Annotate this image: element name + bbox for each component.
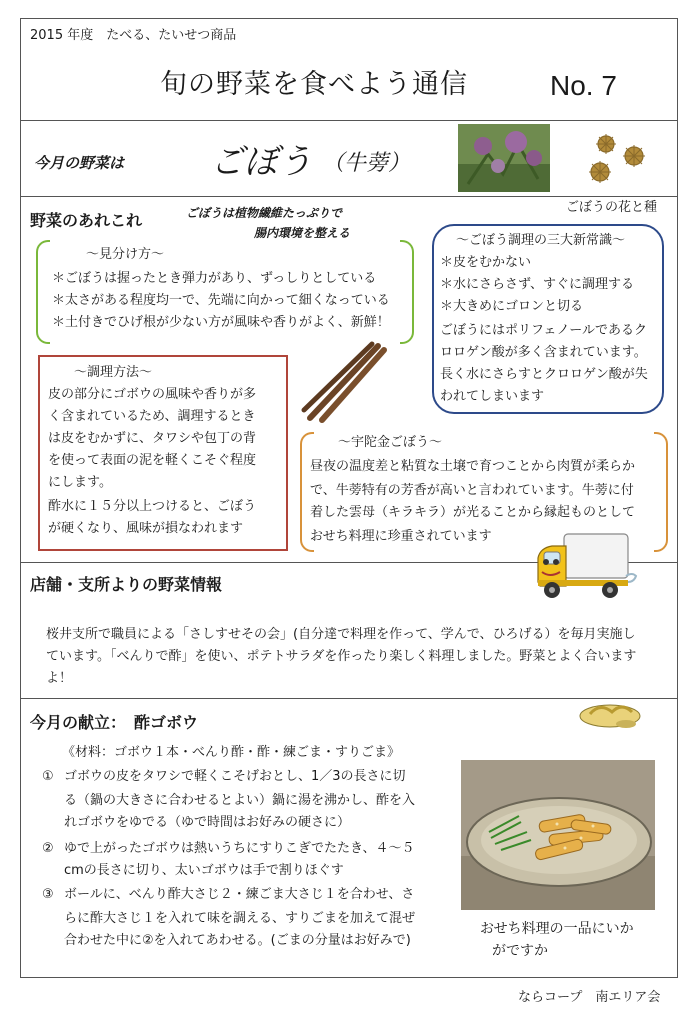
store-info-line: ています。「べんりで酢」を使い、ポテトサラダを作ったり楽しく料理しました。野菜とよく合います [46,649,637,664]
cooking-line: にします。 [48,475,112,490]
cooking-title: ～調理方法～ [74,365,153,380]
step-number: ① [42,769,54,784]
footer-organization: ならコープ 南エリア会 [518,990,661,1005]
burdock-seed-icon [582,130,652,190]
cooking-line: を使って表面の泥を軽くこそぐ程度 [48,453,257,468]
store-info-line: よ！ [46,671,73,686]
step-line: ボールに、べんり酢大さじ２・練ごま大さじ１を合わせ、さ [64,887,415,902]
choosing-line: ＊土付きでひげ根が少ない方が風味や香りがよく、新鮮！ [52,315,390,330]
dish-sketch-icon [576,690,646,734]
burdock-sticks-illustration [300,340,390,424]
uda-title: ～宇陀金ごぼう～ [338,435,443,450]
uda-line: 着した雲母（キラキラ）が光ることから縁起ものとして [310,505,636,520]
store-info-line: 桜井支所で職員による「さしすせその会」(自分達で料理を作って、学んで、ひろげる）を毎月実施し [46,627,636,642]
step-line: 合わせた中に②を入れてあわせる。(ごまの分量はお好みで) [64,933,411,948]
uda-line: 昼夜の温度差と粘質な土壌で育つことから肉質が柔らか [310,459,636,474]
burdock-flower-photo [458,124,550,192]
choosing-title: ～見分け方～ [86,247,165,262]
delivery-truck-illustration [530,528,640,606]
divider-header [20,120,678,121]
fiscal-year-tag: 2015 年度 たべる、たいせつ商品 [30,28,237,43]
rules-line: ＊大きめにゴロンと切る [440,299,584,314]
menu-heading: 今月の献立： 酢ゴボウ [30,713,199,732]
cooking-line: は皮をむかずに、タワシや包丁の背 [48,431,257,446]
featured-kanji: （牛蒡） [322,151,411,176]
photo-caption-line: がですか [492,943,548,959]
rules-line: ロロゲン酸が多く含まれています。 [440,345,647,360]
uda-line: おせち料理に珍重されています [310,529,492,544]
cooking-line: 酢水に１５分以上つけると、ごぼう [48,499,257,514]
choosing-line: ＊太さがある程度均一で、先端に向かって細くなっている [52,293,390,308]
newsletter-title: 旬の野菜を食べよう通信 [160,69,468,100]
issue-number: No. 7 [550,70,617,101]
choosing-bracket-left [36,240,50,344]
rules-line: 長く水にさらすとクロロゲン酸が失 [440,367,648,382]
photo-caption: ごぼうの花と種 [566,200,658,215]
trivia-tagline-1: ごぼうは植物繊維たっぷりで [186,206,343,220]
step-number: ③ [42,887,54,902]
featured-intro: 今月の野菜は [34,154,125,172]
rules-line: ＊皮をむかない [440,255,532,270]
step-line: る（鍋の大きさに合わせるとよい）鍋に湯を沸かし、酢を入 [64,793,416,808]
step-number: ② [42,841,54,856]
step-line: らに酢大さじ１を入れて味を調える、すりごまを加えて混ぜ [64,911,416,926]
rules-line: ごぼうにはポリフェノールであるク [440,323,647,338]
photo-caption-line: おせち料理の一品にいか [480,921,634,937]
step-line: ゆで上がったゴボウは熱いうちにすりこぎでたたき、４～５ [64,841,415,856]
step-line: れゴボウをゆでる（ゆで時間はお好みの硬さに） [64,815,351,830]
step-line: ゴボウの皮をタワシで軽くこそげおとし、1／3の長さに切 [64,769,406,784]
trivia-heading: 野菜のあれこれ [30,211,143,230]
choosing-line: ＊ごぼうは握ったとき弾力があり、ずっしりとしている [52,271,377,286]
rules-title: ～ごぼう調理の三大新常識～ [456,233,626,248]
featured-name: ごぼう [210,142,312,182]
store-info-heading: 店舗・支所よりの野菜情報 [30,575,223,594]
ingredients: 《材料：ゴボウ１本・べんり酢・酢・練ごま・すりごま》 [62,745,401,760]
cooking-line: が硬くなり、風味が損なわれます [48,521,244,536]
rules-line: われてしまいます [440,389,545,404]
choosing-bracket-right [400,240,414,344]
trivia-tagline-2: 腸内環境を整える [254,226,351,240]
uda-bracket-right [654,432,668,552]
rules-line: ＊水にさらさず、すぐに調理する [440,277,634,292]
dish-photo [461,760,655,910]
step-line: cmの長さに切り、太いゴボウは手で割りほぐす [64,863,344,878]
cooking-line: く含まれているため、調理するとき [48,409,256,424]
cooking-line: 皮の部分にゴボウの風味や香りが多 [48,387,257,402]
uda-line: で、牛蒡特有の芳香が高いと言われています。牛蒡に付 [310,483,634,498]
